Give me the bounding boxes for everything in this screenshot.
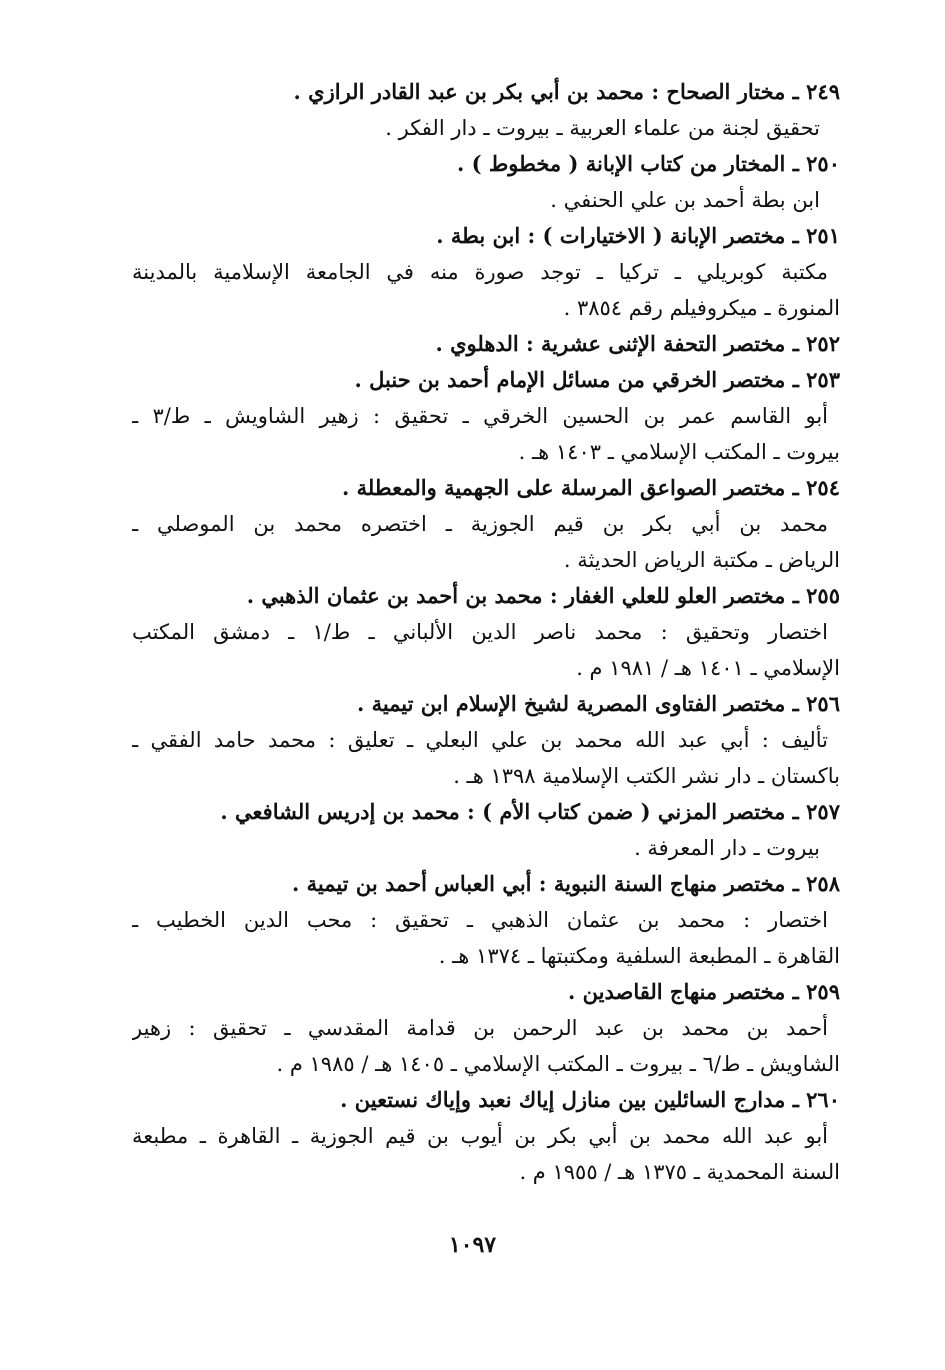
- entry-250-title: ٢٥٠ ـ المختار من كتاب الإبانة ( مخطوط ) .: [457, 151, 840, 176]
- entry-252-title: ٢٥٢ ـ مختصر التحفة الإثنى عشرية : الدهلوي .: [435, 331, 840, 356]
- entry-254-title: ٢٥٤ ـ مختصر الصواعق المرسلة على الجهمية والمعطلة .: [342, 475, 840, 500]
- entry-260-detail-line-2: السنة المحمدية ـ ١٣٧٥ هـ / ١٩٥٥ م .: [519, 1160, 840, 1184]
- entry-259-title: ٢٥٩ ـ مختصر منهاج القاصدين .: [568, 979, 840, 1004]
- entry-251-detail-line-2: المنورة ـ ميكروفيلم رقم ٣٨٥٤ .: [563, 296, 840, 320]
- entry-255-detail-line-2: الإسلامي ـ ١٤٠١ هـ / ١٩٨١ م .: [576, 656, 840, 680]
- entry-256-detail-line-1: تأليف : أبي عبد الله محمد بن علي البعلي ـ تعليق : محمد حامد الفقي ـ: [132, 728, 828, 752]
- entry-253-detail-line-2: بيروت ـ المكتب الإسلامي ـ ١٤٠٣ هـ .: [518, 440, 840, 464]
- entry-256-detail-line-2: باكستان ـ دار نشر الكتب الإسلامية ١٣٩٨ هـ .: [453, 764, 840, 788]
- entry-254-detail-line-1: محمد بن أبي بكر بن قيم الجوزية ـ اختصره محمد بن الموصلي ـ: [132, 512, 828, 536]
- entry-249-detail: تحقيق لجنة من علماء العربية ـ بيروت ـ دار الفكر .: [385, 116, 820, 140]
- bibliography-list: [132, 74, 840, 1190]
- entry-260-detail-line-1: أبو عبد الله محمد بن أبي بكر بن أيوب بن قيم الجوزية ـ القاهرة ـ مطبعة: [132, 1124, 828, 1148]
- entry-259-detail-line-1: أحمد بن محمد بن عبد الرحمن بن قدامة المقدسي ـ تحقيق : زهير: [132, 1016, 828, 1040]
- entry-251-title: ٢٥١ ـ مختصر الإبانة ( الاختيارات ) : ابن بطة .: [436, 223, 840, 248]
- entry-250-detail: ابن بطة أحمد بن علي الحنفي .: [550, 188, 820, 212]
- entry-255-title: ٢٥٥ ـ مختصر العلو للعلي الغفار : محمد بن أحمد بن عثمان الذهبي .: [246, 583, 840, 608]
- entry-259-detail-line-2: الشاويش ـ ط/٦ ـ بيروت ـ المكتب الإسلامي ـ ١٤٠٥ هـ / ١٩٨٥ م .: [276, 1052, 840, 1076]
- entry-249-title: ٢٤٩ ـ مختار الصحاح : محمد بن أبي بكر بن عبد القادر الرازي .: [293, 79, 840, 104]
- entry-258-title: ٢٥٨ ـ مختصر منهاج السنة النبوية : أبي العباس أحمد بن تيمية .: [291, 871, 840, 896]
- entry-257-detail: بيروت ـ دار المعرفة .: [634, 836, 820, 860]
- entry-257-title: ٢٥٧ ـ مختصر المزني ( ضمن كتاب الأم ) : محمد بن إدريس الشافعي .: [220, 799, 840, 824]
- entry-254-detail-line-2: الرياض ـ مكتبة الرياض الحديثة .: [563, 548, 840, 572]
- entry-253-detail-line-1: أبو القاسم عمر بن الحسين الخرقي ـ تحقيق : زهير الشاويش ـ ط/٣ ـ: [132, 404, 829, 428]
- entry-258-detail-line-2: القاهرة ـ المطبعة السلفية ومكتبتها ـ ١٣٧٤ هـ .: [438, 944, 840, 968]
- entry-251-detail-line-1: مكتبة كوبريلي ـ تركيا ـ توجد صورة منه في الجامعة الإسلامية بالمدينة: [132, 260, 828, 284]
- entry-255-detail-line-1: اختصار وتحقيق : محمد ناصر الدين الألباني ـ ط/١ ـ دمشق المكتب: [132, 620, 828, 644]
- entry-258-detail-line-1: اختصار : محمد بن عثمان الذهبي ـ تحقيق : محب الدين الخطيب ـ: [132, 908, 828, 932]
- entry-253-title: ٢٥٣ ـ مختصر الخرقي من مسائل الإمام أحمد بن حنبل .: [354, 367, 840, 392]
- page-number: ١٠٩٧: [448, 1232, 497, 1258]
- entry-260-title: ٢٦٠ ـ مدارج السائلين بين منازل إياك نعبد وإياك نستعين .: [340, 1087, 840, 1112]
- entry-256-title: ٢٥٦ ـ مختصر الفتاوى المصرية لشيخ الإسلام ابن تيمية .: [356, 691, 840, 716]
